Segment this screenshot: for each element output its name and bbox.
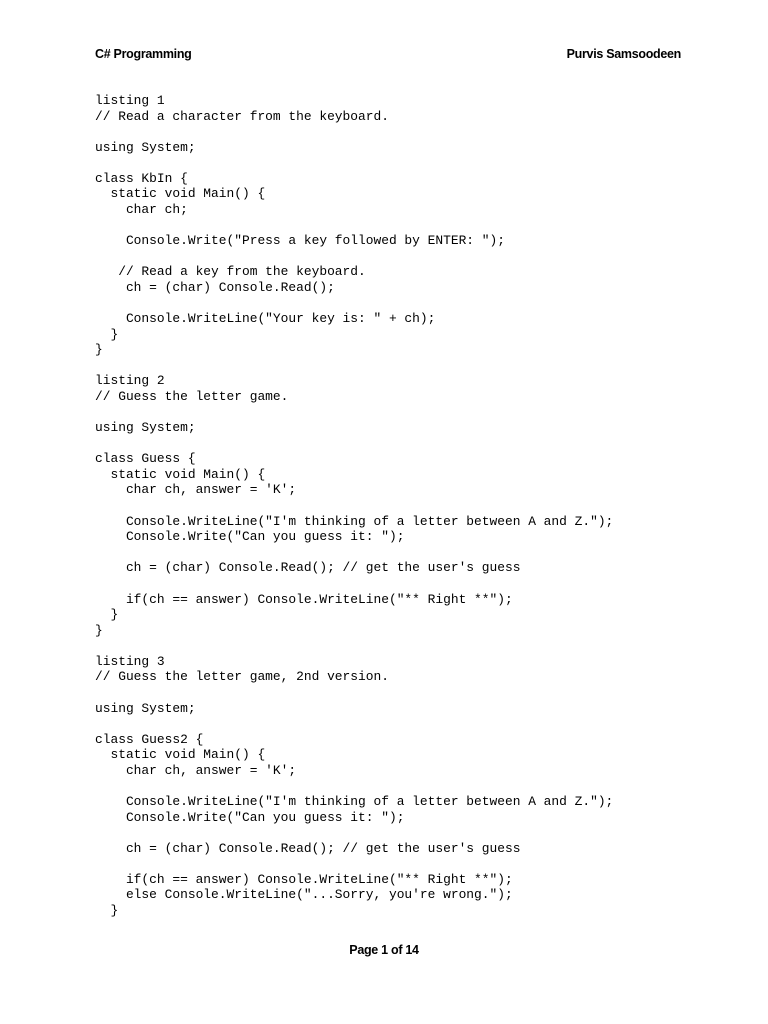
code-line: char ch; [95, 202, 188, 218]
page-label: Page [349, 943, 378, 957]
code-line: Console.WriteLine("I'm thinking of a letter between A and Z."); [95, 794, 614, 810]
code-line [95, 498, 613, 514]
page-current-number: 1 [381, 943, 388, 957]
document-header-title: C# Programming [95, 47, 192, 61]
code-line [95, 358, 613, 374]
document-header-author: Purvis Samsoodeen [566, 47, 681, 61]
code-line: } [95, 342, 103, 358]
code-line: using System; [95, 139, 196, 155]
code-line [95, 405, 613, 421]
code-line: Console.Write("Press a key followed by ENTER: "); [95, 233, 505, 249]
code-line: // Read a key from the keyboard. [95, 264, 366, 280]
code-line [95, 716, 613, 732]
code-line: listing 3 [95, 653, 165, 669]
code-line [95, 249, 613, 265]
code-line: } [95, 326, 119, 342]
code-line: } [95, 622, 103, 638]
code-line [95, 155, 613, 171]
code-line: listing 1 [95, 93, 165, 108]
code-line [95, 296, 613, 312]
page-total-number: 14 [405, 943, 419, 957]
code-line: else Console.WriteLine("...Sorry, you're wrong."); [95, 887, 513, 903]
code-line [95, 778, 613, 794]
page-footer [0, 943, 768, 957]
code-line: // Read a character from the keyboard. [95, 108, 389, 124]
code-line: char ch, answer = 'K'; [95, 482, 297, 498]
code-line [95, 218, 613, 234]
code-line: char ch, answer = 'K'; [95, 762, 297, 778]
code-line: class KbIn { [95, 170, 188, 186]
code-line: } [95, 903, 119, 919]
code-line: listing 2 [95, 373, 165, 389]
code-line: // Guess the letter game. [95, 388, 289, 404]
code-line: class Guess { [95, 451, 196, 467]
code-line [95, 436, 613, 452]
code-line: class Guess2 { [95, 731, 204, 747]
code-line: ch = (char) Console.Read(); // get the user's guess [95, 560, 521, 576]
code-line [95, 638, 613, 654]
code-line [95, 124, 613, 140]
code-line: if(ch == answer) Console.WriteLine("** Right **"); [95, 871, 513, 887]
code-listing [95, 93, 613, 919]
code-line: } [95, 607, 119, 623]
code-line: static void Main() { [95, 186, 266, 202]
code-line: // Guess the letter game, 2nd version. [95, 669, 389, 685]
code-line: Console.Write("Can you guess it: "); [95, 809, 405, 825]
code-line [95, 576, 613, 592]
code-line: Console.WriteLine("Your key is: " + ch); [95, 311, 436, 327]
code-line [95, 545, 613, 561]
code-line: ch = (char) Console.Read(); [95, 279, 335, 295]
page-of-label: of [391, 943, 403, 957]
code-line [95, 685, 613, 701]
code-line: Console.WriteLine("I'm thinking of a letter between A and Z."); [95, 513, 614, 529]
code-line: if(ch == answer) Console.WriteLine("** Right **"); [95, 591, 513, 607]
code-line: ch = (char) Console.Read(); // get the user's guess [95, 840, 521, 856]
code-line: using System; [95, 420, 196, 436]
code-line: Console.Write("Can you guess it: "); [95, 529, 405, 545]
code-line: static void Main() { [95, 466, 266, 482]
code-line [95, 825, 613, 841]
code-line: using System; [95, 700, 196, 716]
code-line: static void Main() { [95, 747, 266, 763]
code-line [95, 856, 613, 872]
